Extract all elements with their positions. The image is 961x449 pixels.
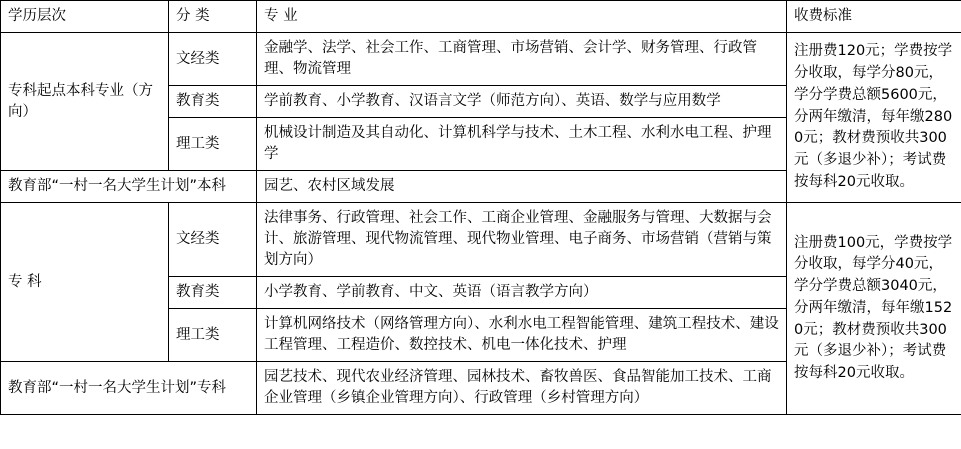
major-cell: 园艺技术、现代农业经济管理、园林技术、畜牧兽医、食品智能加工技术、工商企业管理（乡镇企业管理方向）、行政管理（乡村管理方向） [257,362,787,415]
table-row [1,33,961,86]
fee-undergraduate: 注册费120元；学费按学分收取，每学分80元，学分学费总额5600元，分两年缴清，每年缴2800元；教材费预收共300元（多退少补）；考试费按每科20元收取。 [787,33,961,203]
category-cell: 教育类 [169,277,257,309]
major-cell: 机械设计制造及其自动化、计算机科学与技术、土木工程、水利水电工程、护理学 [257,118,787,171]
level-college: 专 科 [1,203,169,362]
header-fee: 收费标准 [787,1,961,33]
major-cell: 学前教育、小学教育、汉语言文学（师范方向）、英语、数学与应用数学 [257,86,787,118]
major-cell: 园艺、农村区域发展 [257,171,787,203]
major-cell: 小学教育、学前教育、中文、英语（语言教学方向） [257,277,787,309]
header-level: 学历层次 [1,1,169,33]
major-cell: 法律事务、行政管理、社会工作、工商企业管理、金融服务与管理、大数据与会计、旅游管理、现代物流管理、现代物业管理、电子商务、市场营销（营销与策划方向） [257,203,787,277]
level-undergraduate: 专科起点本科专业（方向） [1,33,169,171]
table-header-row [1,1,961,33]
header-category: 分 类 [169,1,257,33]
header-major: 专 业 [257,1,787,33]
major-cell: 金融学、法学、社会工作、工商管理、市场营销、会计学、财务管理、行政管理、物流管理 [257,33,787,86]
major-cell: 计算机网络技术（网络管理方向）、水利水电工程智能管理、建筑工程技术、建设工程管理、工程造价、数控技术、机电一体化技术、护理 [257,309,787,362]
category-cell: 理工类 [169,309,257,362]
category-cell: 文经类 [169,203,257,277]
category-cell: 文经类 [169,33,257,86]
fee-college: 注册费100元，学费按学分收取，每学分40元，学分学费总额3040元，分两年缴清，每年缴1520元；教材费预收共300元（多退少补）；考试费按每科20元收取。 [787,203,961,415]
table-row [1,203,961,277]
level-village-undergraduate: 教育部“一村一名大学生计划”本科 [1,171,257,203]
level-village-college: 教育部“一村一名大学生计划”专科 [1,362,257,415]
category-cell: 理工类 [169,118,257,171]
category-cell: 教育类 [169,86,257,118]
